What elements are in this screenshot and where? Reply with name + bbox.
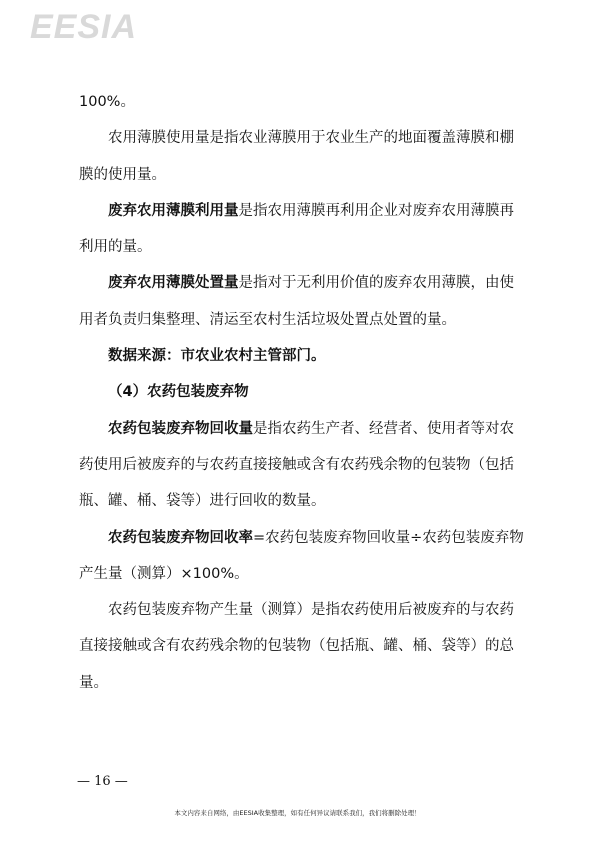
definition-packaging-recovery-amount: 是指农药生产者、经营者、使用者等对农药使用后被废弃的与农药直接接触或含有农药残余物的包装物（包括瓶、罐、桶、袋等）进行回收的数量。 <box>79 420 514 510</box>
paragraph-film-utilization <box>79 193 524 266</box>
definition-film-disposal: 是指对于无利用价值的废弃农用薄膜，由使用者负责归集整理、清运至农村生活垃圾处置点处置的量。 <box>79 275 514 328</box>
paragraph-data-source: 数据来源：市农业农村主管部门。 <box>108 348 326 365</box>
eesia-logo: EESIA <box>30 8 138 46</box>
paragraph-film-usage: 农用薄膜使用量是指农业薄膜用于农业生产的地面覆盖薄膜和棚膜的使用量。 <box>79 130 514 183</box>
paragraph-percent: 100%。 <box>79 94 135 110</box>
paragraph-packaging-recovery-amount <box>79 411 524 520</box>
term-film-disposal: 废弃农用薄膜处置量 <box>108 275 239 292</box>
definition-film-utilization: 是指农用薄膜再利用企业对废弃农用薄膜再利用的量。 <box>79 202 514 256</box>
paragraph-packaging-recovery-rate <box>79 520 524 593</box>
document-body <box>79 84 524 701</box>
term-film-utilization: 废弃农用薄膜利用量 <box>108 202 239 219</box>
paragraph-packaging-generation: 农药包装废弃物产生量（测算）是指农药使用后被废弃的与农药直接接触或含有农药残余物的包装物（包括瓶、罐、桶、袋等）的总量。 <box>79 602 514 691</box>
paragraph-film-disposal <box>79 265 524 338</box>
footer-disclaimer: 本文内容来自网络，由EESIA收集整理，如有任何异议请联系我们，我们将删除处理！ <box>174 809 421 817</box>
term-packaging-recovery-amount: 农药包装废弃物回收量 <box>108 420 253 437</box>
definition-packaging-recovery-rate: =农药包装废弃物回收量÷农药包装废弃物产生量（测算）×100%。 <box>79 529 524 582</box>
page-number: — 16 — <box>77 774 128 789</box>
section-heading-pesticide-packaging: （4）农药包装废弃物 <box>108 384 249 401</box>
term-packaging-recovery-rate: 农药包装废弃物回收率 <box>108 529 253 546</box>
